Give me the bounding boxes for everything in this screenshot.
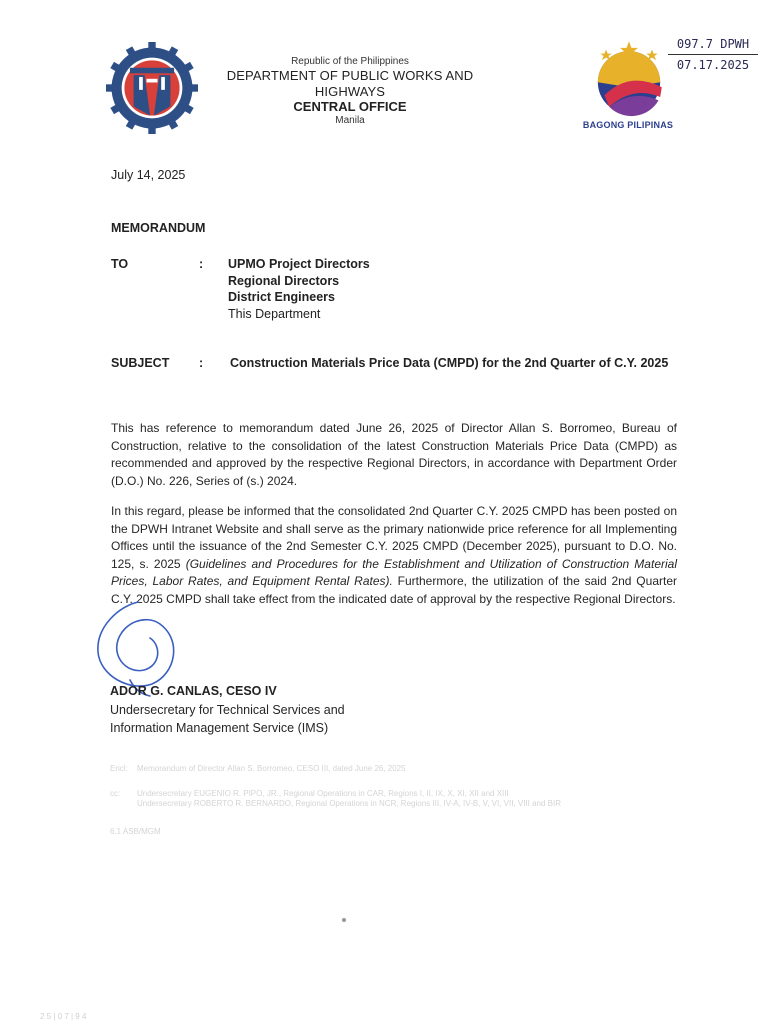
subject-label: SUBJECT <box>111 356 170 370</box>
received-stamp-number: 097.7 DPWH <box>668 34 758 55</box>
to-colon: : <box>199 257 204 271</box>
department-name: DEPARTMENT OF PUBLIC WORKS AND HIGHWAYS <box>226 68 474 99</box>
office-name: CENTRAL OFFICE <box>293 99 407 115</box>
recipient-list <box>228 256 370 322</box>
footer-code: 2 5 | 0 7 | 9 4 <box>40 1012 87 1021</box>
recipient-department: This Department <box>228 306 321 321</box>
subject-colon: : <box>199 356 204 370</box>
cc-item: Undersecretary ROBERTO R. BERNARDO, Regional Operations in NCR, Regions III, IV-A, IV-B, V, VI, VII, VIII and BIR <box>137 799 562 808</box>
signatory-title <box>110 701 345 737</box>
recipient-item: District Engineers <box>228 290 335 304</box>
enclosure-label: Encl: <box>110 764 128 773</box>
enclosure-text: Memorandum of Director Allan S. Borromeo, CESO III, dated June 26, 2025 <box>137 764 406 773</box>
bagong-pilipinas-logo-icon <box>588 38 670 120</box>
reference-code: 6.1 ASB/MGM <box>110 827 161 836</box>
memo-date: July 14, 2025 <box>111 168 186 182</box>
received-stamp-date: 07.17.2025 <box>676 58 750 73</box>
received-stamp <box>668 34 758 76</box>
paragraph-text: In this regard, please be informed that the consolidated 2nd Quarter C.Y. 2025 CMPD has been posted on the DPWH Intranet Website and shall serve as the primary nationwide price reference for all Implementing Offices until the issuance of the 2nd Semester C.Y. 2025 CMPD (December 2025), pursuant to D.O. No. 125, s. 2025 <box>111 504 677 571</box>
body-paragraph-2 <box>111 503 677 608</box>
body-paragraph-1: This has reference to memorandum dated June 26, 2025 of Director Allan S. Borromeo, Bureau of Construction, relative to the consolidation of the latest Construction Materials Price Data (CMPD) as recommended and approved by the respective Regional Directors, in accordance with Department Order (D.O.) No. 226, Series of (s.) 2024. <box>111 421 677 488</box>
city-line: Manila <box>335 114 365 126</box>
to-label: TO <box>111 257 129 271</box>
republic-line: Republic of the Philippines <box>291 56 409 67</box>
signatory-title-line: Undersecretary for Technical Services and <box>110 703 345 717</box>
cc-item: Undersecretary EUGENIO R. PIPO, JR., Regional Operations in CAR, Regions I, II, IX, X, XI, XII and XIII <box>137 789 509 798</box>
bagong-pilipinas-text: BAGONG PILIPINAS <box>582 120 674 130</box>
page-mark <box>342 918 346 922</box>
cc-label: cc: <box>110 789 121 798</box>
dpwh-seal-icon <box>106 42 198 134</box>
memo-title: MEMORANDUM <box>111 221 206 235</box>
cc-list <box>137 789 561 809</box>
letterhead <box>200 56 500 127</box>
signatory-title-line: Information Management Service (IMS) <box>110 721 329 735</box>
subject-text: Construction Materials Price Data (CMPD) for the 2nd Quarter of C.Y. 2025 <box>230 356 669 370</box>
guidelines-title: (Guidelines and Procedures for the Establishment and Utilization of Construction Material Prices, Labor Rates, and Equipment Rental Rates). <box>111 556 677 588</box>
paragraph-text: Furthermore, the utilization of the said 2nd Quarter C.Y. 2025 CMPD shall take effect from the indicated date of approval by the respective Regional Directors. <box>111 574 677 606</box>
signatory-name: ADOR G. CANLAS, CESO IV <box>110 684 277 698</box>
recipient-item: Regional Directors <box>228 273 340 288</box>
recipient-item: UPMO Project Directors <box>228 257 370 271</box>
